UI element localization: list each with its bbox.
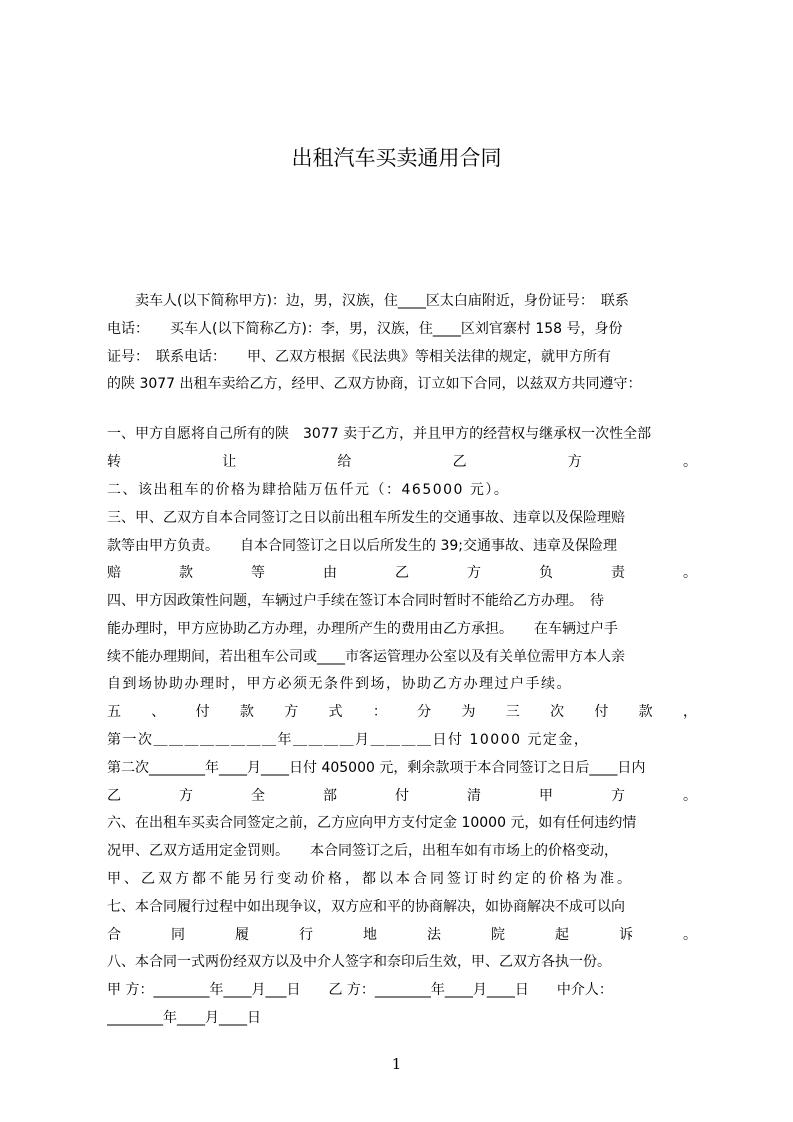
paragraph-line: 甲、乙双方都不能另行变动价格，都以本合同签订时约定的价格为准。 — [107, 871, 634, 887]
paragraph-line: 乙 方 全 部 付 清 甲 方 。 — [107, 788, 697, 804]
paragraph-line: 况甲、乙双方适用定金罚则。 本合同签订之后，出租车如有市场上的价格变动， — [107, 843, 618, 859]
paragraph-line: 证号： 联系电话： 甲、乙双方根据《民法典》等相关法律的规定，就甲方所有 — [107, 349, 611, 365]
paragraph-line: 八、本合同一式两份经双方以及中介人签字和奈印后生效，甲、乙双方各执一份。 — [107, 954, 611, 970]
paragraph-line: 能办理时，甲方应协助乙方办理，办理所产生的费用由乙方承担。 在车辆过户手 — [107, 621, 618, 637]
contract-title: 出租汽车买卖通用合同 — [291, 146, 502, 170]
paragraph-line: 一、甲方自愿将自己所有的陕 3077 卖于乙方，并且甲方的经营权与继承权一次性全部 — [107, 426, 652, 442]
paragraph-line: 合 同 履 行 地 法 院 起 诉 。 — [107, 927, 697, 943]
paragraph-line: 电话： 买车人(以下简称乙方)：李，男，汉族，住____区刘官寨村 158 号，身份 — [107, 321, 623, 337]
paragraph-line: 七、本合同履行过程中如出现争议，双方应和平的协商解决，如协商解决不成可以向 — [107, 899, 625, 915]
signature-line: 甲 方：________年____月___日 乙 方：________年____月____日 中介人： — [107, 982, 613, 998]
paragraph-line: 转 让 给 乙 方 。 — [107, 454, 697, 470]
paragraph-line: 续不能办理期间，若出租车公司或____市客运管理办公室以及有关单位需甲方本人亲 — [107, 649, 625, 665]
paragraph-line: 三、甲、乙双方自本合同签订之日以前出租车所发生的交通事故、违章以及保险理赔 — [107, 510, 625, 526]
paragraph-line: 四、甲方因政策性问题，车辆过户手续在签订本合同时暂时不能给乙方办理。 待 — [107, 593, 604, 609]
paragraph-line: 六、在出租车买卖合同签定之前，乙方应向甲方支付定金 10000 元，如有任何违约情 — [107, 815, 637, 831]
signature-line: ________年____月____日 — [107, 1010, 261, 1026]
paragraph-line: 第二次________年____月____日付 405000 元，剩余款项于本合同签订之日后____日内 — [107, 760, 646, 776]
paragraph-line: 赔 款 等 由 乙 方 负 责 。 — [107, 565, 697, 581]
paragraph-line: 款等由甲方负责。 自本合同签订之日以后所发生的 39;交通事故、违章及保险理 — [107, 538, 617, 554]
paragraph-line: 第一次＿＿＿＿＿＿＿＿年＿＿＿＿月＿＿＿＿日付 10000 元定金， — [107, 732, 590, 748]
paragraph-line: 卖车人(以下简称甲方)：边，男，汉族，住____区太白庙附近，身份证号： 联系 — [107, 293, 629, 309]
paragraph-line: 的陕 3077 出租车卖给乙方，经甲、乙双方协商，订立如下合同，以兹双方共同遵守： — [107, 376, 642, 392]
page-number: 1 — [391, 1055, 402, 1073]
paragraph-line: 二、该出租车的价格为肆拾陆万伍仟元（：465000 元）。 — [107, 482, 510, 498]
paragraph-line: 自到场协助办理时，甲方必须无条件到场，协助乙方办理过户手续。 — [107, 676, 572, 692]
paragraph-line: 五 、 付 款 方 式 ： 分 为 三 次 付 款 ， — [107, 704, 697, 720]
